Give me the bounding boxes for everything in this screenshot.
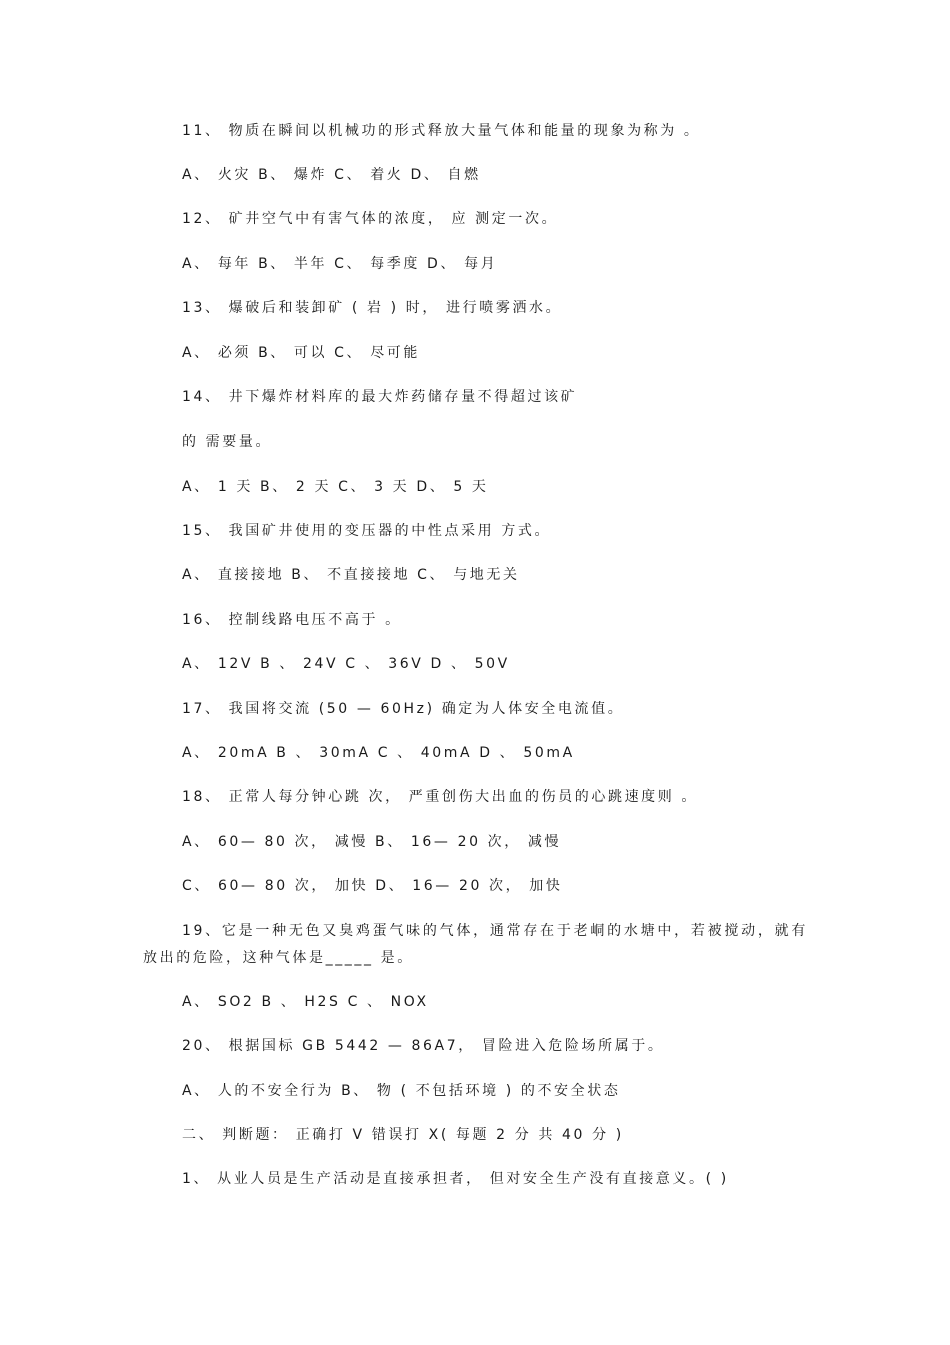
question-18-options-c-d: C、 60— 80 次， 加快 D、 16— 20 次， 加快 [182,878,563,894]
question-14-continued: 的 需要量。 [182,434,273,450]
question-18-options-a-b: A、 60— 80 次， 减慢 B、 16— 20 次， 减慢 [182,834,562,850]
question-12: 12、 矿井空气中有害气体的浓度， 应 测定一次。 [182,211,559,227]
question-17-options: A、 20mA B 、 30mA C 、 40mA D 、 50mA [182,745,575,761]
question-13: 13、 爆破后和装卸矿 ( 岩 ) 时， 进行喷雾洒水。 [182,300,563,316]
question-13-options: A、 必须 B、 可以 C、 尽可能 [182,345,421,361]
question-15: 15、 我国矿井使用的变压器的中性点采用 方式。 [182,523,552,539]
question-18: 18、 正常人每分钟心跳 次， 严重创伤大出血的伤员的心跳速度则 。 [182,789,699,805]
question-15-options: A、 直接接地 B、 不直接接地 C、 与地无关 [182,567,520,583]
question-14-options: A、 1 天 B、 2 天 C、 3 天 D、 5 天 [182,479,489,495]
question-17: 17、 我国将交流 (50 — 60Hz) 确定为人体安全电流值。 [182,701,625,717]
question-20: 20、 根据国标 GB 5442 — 86A7， 冒险进入危险场所属于。 [182,1038,665,1054]
section-heading-true-false: 二、 判断题： 正确打 V 错误打 X( 每题 2 分 共 40 分 ) [182,1127,624,1143]
question-16-options: A、 12V B 、 24V C 、 36V D 、 50V [182,656,510,672]
question-12-options: A、 每年 B、 半年 C、 每季度 D、 每月 [182,256,498,272]
question-19: 19、它是一种无色又臭鸡蛋气味的气体，通常存在于老峒的水塘中，若被搅动，就有放出的危险，这种气体是_____ 是。 [143,923,808,966]
question-19-options: A、 SO2 B 、 H2S C 、 NOX [182,994,429,1010]
question-14: 14、 井下爆炸材料库的最大炸药储存量不得超过该矿 [182,389,578,405]
question-20-options: A、 人的不安全行为 B、 物 ( 不包括环境 ) 的不安全状态 [182,1083,621,1099]
true-false-question-1: 1、 从业人员是生产活动是直接承担者， 但对安全生产没有直接意义。( ) [182,1171,729,1187]
question-11: 11、 物质在瞬间以机械功的形式释放大量气体和能量的现象为称为 。 [182,123,701,139]
question-16: 16、 控制线路电压不高于 。 [182,612,402,628]
question-11-options: A、 火灾 B、 爆炸 C、 着火 D、 自燃 [182,167,481,183]
